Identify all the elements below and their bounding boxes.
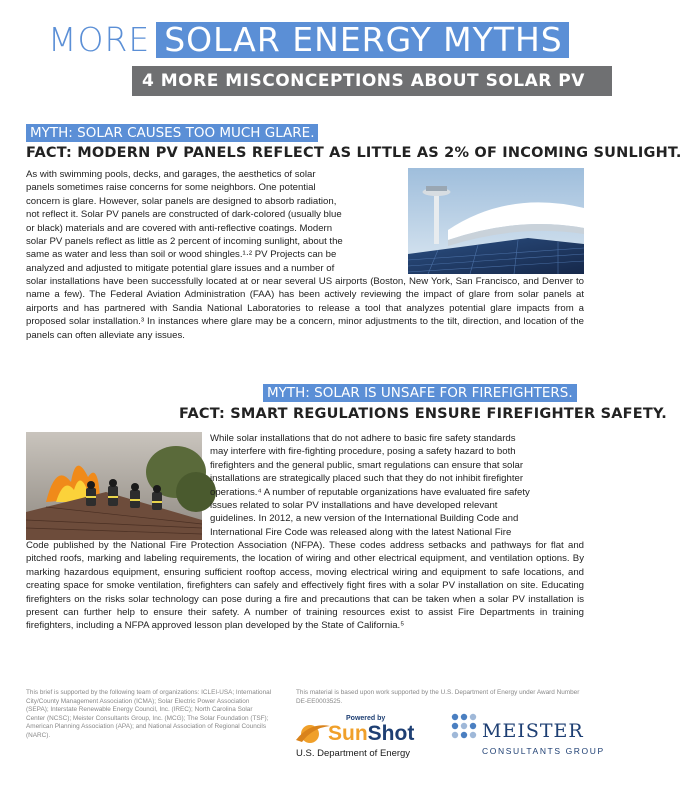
glare-body-top xyxy=(26,168,398,275)
firefighters-line: International Fire Code was released along with the latest National Fire xyxy=(210,526,512,538)
sunshot-powered-by: Powered by xyxy=(346,715,386,722)
firefighters-line: firefighters and the general public, smart regulations can ensure that solar xyxy=(210,459,524,471)
sunshot-sun-icon xyxy=(296,718,330,746)
glare-line: not reflect it. Solar PV panels are constructed of dark-colored (usually blue xyxy=(26,209,342,221)
sunshot-doe-text: U.S. Department of Energy xyxy=(296,748,411,759)
meister-dots-icon xyxy=(450,712,480,742)
firefighters-line: While solar installations that do not adhere to basic fire safety standards xyxy=(210,433,516,444)
firefighters-body-top xyxy=(210,432,584,539)
glare-line: analyzed and adjusted to mitigate potential glare issues and a number of xyxy=(26,262,335,274)
airport-solar-image xyxy=(408,168,584,274)
footer-award-text: This material is based upon work supported by the U.S. Department of Energy under Award Number DE-EE0003525. xyxy=(296,689,580,705)
fact-glare-label: FACT: MODERN PV PANELS REFLECT AS LITTLE AS 2% OF INCOMING SUNLIGHT. xyxy=(26,145,682,161)
glare-line: As with swimming pools, decks, and garages, the aesthetics of solar xyxy=(26,169,316,180)
glare-line: solar PV panels reflect as little as 2 percent of incoming sunlight, about the xyxy=(26,236,343,248)
glare-line: same as water and less than soil or wood shingles.¹·² PV Projects can be xyxy=(26,249,337,261)
title-main: SOLAR ENERGY MYTHS xyxy=(156,22,569,58)
glare-line: or black) materials and are covered with anti-reflective coatings. Modern xyxy=(26,222,333,234)
glare-line: panels sometimes raise concerns for some neighbors. One potential xyxy=(26,182,316,194)
glare-line: concern is glare. However, solar panels are designed to absorb radiation, xyxy=(26,195,337,207)
sunshot-sun-text: Sun xyxy=(328,722,368,745)
firefighters-line: issues related to solar PV installations and have developed relevant xyxy=(210,500,498,512)
firefighters-line: installations are strategically placed such that they do not inhibit firefighter xyxy=(210,473,524,485)
firefighters-line: operations.⁴ A number of reputable organizations have evaluated fire safety xyxy=(210,486,530,498)
meister-logo xyxy=(450,712,605,760)
glare-body-full: solar installations have been successfully located at or near several US airports (Boston, New York, San Francisco, and Denver to name a few). The Federal Aviation Administration (FAA) has been actively reviewing the impact of glare from solar panels at airports and has partnered with Sandia National Laboratories to release a tool that analyzes potential glare impacts from a proposed solar installation.³ In instances where glare may be a concern, minor adjustments to the tilt, direction, and location of the panels can often alleviate any issues. xyxy=(26,276,584,341)
page-title xyxy=(48,22,569,58)
firefighters-line: may interfere with fire-fighting procedure, posing a safety hazard to both xyxy=(210,446,516,458)
myth-firefighters-label: MYTH: SOLAR IS UNSAFE FOR FIREFIGHTERS. xyxy=(263,384,577,402)
firefighters-image xyxy=(26,432,202,540)
meister-sub: CONSULTANTS GROUP xyxy=(482,746,605,756)
airport-solar-photo xyxy=(408,168,584,274)
sunshot-shot-text: Shot xyxy=(367,722,415,745)
footer-supporters-text: This brief is supported by the following team of organizations: ICLEI-USA; International City/County Management Association (ICMA); Solar Electric Power Association (SEPA); Interstate Renewable Energy Council, Inc. (IREC); North Carolina Solar Center (NCSC); Meister Consultants Group, Inc. (MCG); The Solar Foundation (TSF); American Planning Association (APA); and National Association of Regional Councils (NARC). xyxy=(26,689,272,739)
firefighters-line: guidelines. In 2012, a new version of the International Building Code and xyxy=(210,513,519,525)
myth-glare-label: MYTH: SOLAR CAUSES TOO MUCH GLARE. xyxy=(26,124,318,142)
sunshot-logo xyxy=(296,712,426,762)
firefighters-body-full: Code published by the National Fire Protection Association (NFPA). These codes address setbacks and pathways for flat and pitched roofs, marking and labeling requirements, the location of wiring and other electrical equipment, and ventilation options. By marking hazardous equipment, ensuring sufficient rooftop access, moving electrical wiring and equipment to safe locations, and creating space for smoke ventilation, firefighters can safely and effectively fight fires with a solar PV installation on site. Educating firefighters on the risks solar technology can pose during a fire and precautions that can be taken when a solar PV installation is present can further help to ensure their safety. A number of training resources exist to assist Fire Departments in training firefighters, including a NFPA approved lesson plan developed by the State of California.⁵ xyxy=(26,540,584,632)
subtitle-bar: 4 MORE MISCONCEPTIONS ABOUT SOLAR PV xyxy=(132,66,612,96)
meister-name: MEISTER xyxy=(482,720,584,742)
firefighters-photo xyxy=(26,432,202,540)
sunshot-wordmark xyxy=(328,722,414,746)
fact-firefighters-label: FACT: SMART REGULATIONS ENSURE FIREFIGHTER SAFETY. xyxy=(179,406,667,422)
title-more: MORE xyxy=(48,20,151,59)
